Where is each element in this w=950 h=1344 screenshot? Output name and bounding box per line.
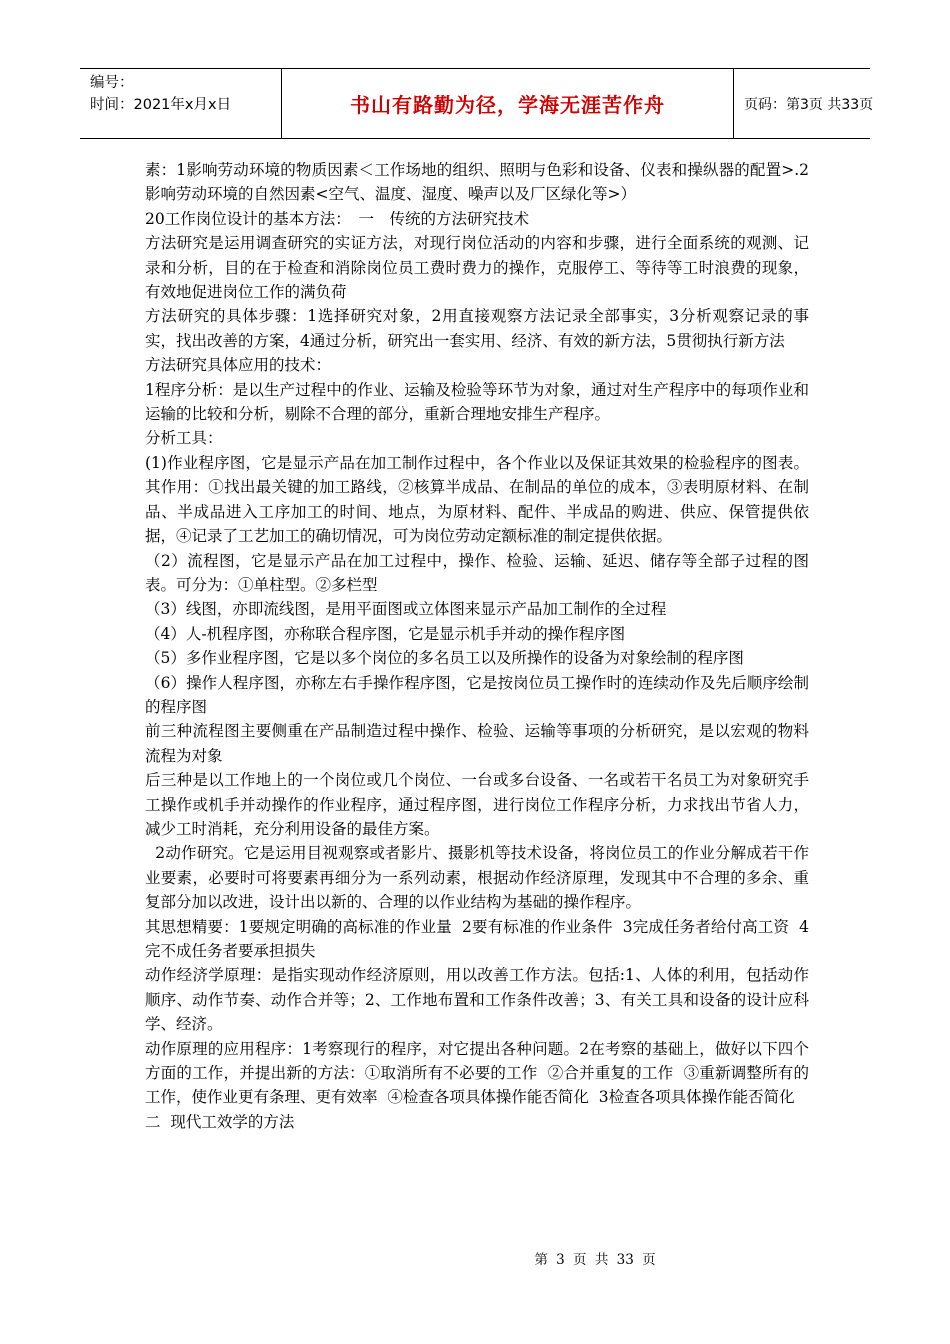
paragraph: 后三种是以工作地上的一个岗位或几个岗位、一台或多台设备、一名或若干名员工为对象研究手工操作或机手并动操作的作业程序，通过程序图，进行岗位工作程序分析，力求找出节省人力，减少工时消耗，充分利用设备的最佳方案。 xyxy=(145,771,809,838)
code-label: 编号： xyxy=(90,75,134,91)
header-motto: 书山有路勤为径，学海无涯苦作舟 xyxy=(282,69,734,138)
paragraph: 素：1影响劳动环境的物质因素＜工作场地的组织、照明与色彩和设备、仪表和操纵器的配置>.2影响劳动环境的自然因素<空气、温度、湿度、噪声以及厂区绿化等>） xyxy=(145,161,809,204)
header-meta xyxy=(80,69,282,138)
date-label: 时间：2021年x月x日 xyxy=(90,97,232,113)
paragraph: （6）操作人程序图，亦称左右手操作程序图，它是按岗位员工操作时的连续动作及先后顺序绘制的程序图 xyxy=(145,673,809,716)
header-page-info: 页码：第3页 共33页 xyxy=(744,96,874,113)
paragraph: （5）多作业程序图，它是以多个岗位的多名员工以及所操作的设备为对象绘制的程序图 xyxy=(145,649,744,668)
paragraph: 分析工具： xyxy=(145,429,223,448)
paragraph: 动作经济学原理：是指实现动作经济原则，用以改善工作方法。包括:1、人体的利用，包括动作顺序、动作节奏、动作合并等；2、工作地布置和工作条件改善；3、有关工具和设备的设计应科学、经济。 xyxy=(145,966,809,1034)
paragraph: 方法研究的具体步骤：1选择研究对象，2用直接观察方法记录全部事实，3分析观察记录的事实，找出改善的方案，4通过分析，研究出一套实用、经济、有效的新方法，5贯彻执行新方法 xyxy=(145,307,809,350)
paragraph: （3）线图，亦即流线图，是用平面图或立体图来显示产品加工制作的全过程 xyxy=(145,600,667,619)
paragraph: 方法研究是运用调查研究的实证方法，对现行岗位活动的内容和步骤，进行全面系统的观测、记录和分析，目的在于检查和消除岗位员工费时费力的操作，克服停工、等待等工时浪费的现象，有效地促进岗位工作的满负荷 xyxy=(145,234,809,302)
paragraph: 2动作研究。它是运用目视观察或者影片、摄影机等技术设备，将岗位员工的作业分解成若干作业要素，必要时可将要素再细分为一系列动素，根据动作经济原理，发现其中不合理的多余、重复部分加以改进，设计出以新的、合理的以作业结构为基础的操作程序。 xyxy=(145,844,809,912)
paragraph: （2）流程图，它是显示产品在加工过程中，操作、检验、运输、延迟、储存等全部子过程的图表。可分为：①单柱型。②多栏型 xyxy=(145,551,809,594)
paragraph: 二 现代工效学的方法 xyxy=(145,1112,295,1131)
page-footer: 第 3 页 共 33 页 xyxy=(534,1252,656,1268)
paragraph: 其思想精要：1要规定明确的高标准的作业量 2要有标准的作业条件 3完成任务者给付高工资 4完不成任务者要承担损失 xyxy=(145,917,809,960)
paragraph: (1)作业程序图，它是显示产品在加工制作过程中，各个作业以及保证其效果的检验程序的图表。其作用：①找出最关键的加工路线，②核算半成品、在制品的单位的成本，③表明原材料、在制品、半成品进入工序加工的时间、地点，为原材料、配件、半成品的购进、供应、保管提供依据，④记录了工艺加工的确切情况，可为岗位劳动定额标准的制定提供依据。 xyxy=(145,453,809,546)
paragraph: 方法研究具体应用的技术： xyxy=(145,356,332,375)
paragraph: 20工作岗位设计的基本方法： 一 传统的方法研究技术 xyxy=(145,209,529,228)
paragraph: 1程序分析：是以生产过程中的作业、运输及检验等环节为对象，通过对生产程序中的每项作业和运输的比较和分析，剔除不合理的部分，重新合理地安排生产程序。 xyxy=(145,380,809,424)
page-header xyxy=(80,68,874,139)
paragraph: （4）人-机程序图，亦称联合程序图，它是显示机手并动的操作程序图 xyxy=(145,624,626,643)
paragraph: 动作原理的应用程序：1考察现行的程序，对它提出各种问题。2在考察的基础上，做好以下四个方面的工作，并提出新的方法：①取消所有不必要的工作 ②合并重复的工作 ③重新调整所有的工作，使作业更有条理、更有效率 ④检查各项具体操作能否简化 3检查各项具体操作能否简化 xyxy=(145,1039,809,1107)
document-body xyxy=(145,158,809,1134)
paragraph: 前三种流程图主要侧重在产品制造过程中操作、检验、运输等事项的分析研究，是以宏观的物料流程为对象 xyxy=(145,722,809,765)
